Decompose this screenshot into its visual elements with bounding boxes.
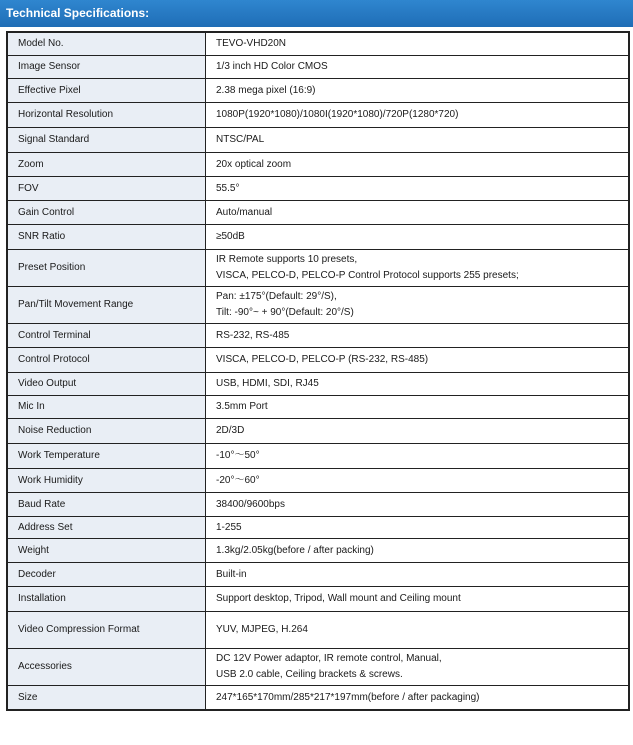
- spec-value: [206, 79, 629, 103]
- spec-value-line: 2D/3D: [216, 425, 245, 436]
- spec-label: Installation: [8, 587, 206, 612]
- spec-value-line: RS-232, RS-485: [216, 329, 290, 341]
- spec-value-line: USB, HDMI, SDI, RJ45: [216, 378, 319, 389]
- spec-value: [206, 250, 629, 287]
- spec-row: [8, 33, 629, 56]
- spec-row: [8, 373, 629, 396]
- spec-value-line: DC 12V Power adaptor, IR remote control, Manual,: [216, 653, 442, 664]
- spec-value-line: YUV, MJPEG, H.264: [216, 624, 308, 635]
- spec-value-line: Support desktop, Tripod, Wall mount and Ceiling mount: [216, 593, 461, 604]
- section-title: Technical Specifications:: [6, 6, 150, 20]
- spec-value-line: NTSC/PAL: [216, 134, 265, 145]
- spec-row: [8, 153, 629, 177]
- spec-value-line: 1-255: [216, 521, 242, 533]
- spec-value: [206, 225, 629, 250]
- spec-value: [206, 153, 629, 177]
- spec-label: Mic In: [8, 396, 206, 419]
- spec-table: [7, 32, 629, 710]
- spec-label: Baud Rate: [8, 493, 206, 517]
- spec-value: [206, 56, 629, 79]
- spec-label: Effective Pixel: [8, 79, 206, 103]
- spec-row: [8, 287, 629, 324]
- spec-label: Image Sensor: [8, 56, 206, 79]
- spec-row: [8, 539, 629, 563]
- spec-label: Control Terminal: [8, 324, 206, 348]
- spec-value-line: VISCA, PELCO-D, PELCO-P (RS-232, RS-485): [216, 354, 429, 365]
- spec-label: Preset Position: [8, 250, 206, 287]
- spec-value-line: 1.3kg/2.05kg(before / after packing): [216, 544, 374, 556]
- spec-row: [8, 444, 629, 469]
- spec-row: [8, 686, 629, 710]
- spec-value-line: Tilt: -90°~ + 90°(Default: 20°/S): [216, 307, 354, 318]
- spec-value-line: 247*165*170mm/285*217*197mm(before / after packaging): [216, 691, 480, 703]
- spec-value-line: 1080P(1920*1080)/1080I(1920*1080)/720P(1280*720): [216, 109, 459, 120]
- spec-value-line: USB 2.0 cable, Ceiling brackets & screws.: [216, 669, 403, 680]
- spec-label: Weight: [8, 539, 206, 563]
- spec-value: [206, 128, 629, 153]
- spec-label: Address Set: [8, 517, 206, 539]
- spec-value: [206, 587, 629, 612]
- spec-label: Work Humidity: [8, 469, 206, 493]
- spec-row: [8, 396, 629, 419]
- spec-label: Horizontal Resolution: [8, 103, 206, 128]
- spec-value: [206, 686, 629, 710]
- spec-row: [8, 128, 629, 153]
- spec-label: Work Temperature: [8, 444, 206, 469]
- spec-value: [206, 103, 629, 128]
- spec-label: Pan/Tilt Movement Range: [8, 287, 206, 324]
- spec-label: FOV: [8, 177, 206, 201]
- spec-row: [8, 177, 629, 201]
- spec-label: Decoder: [8, 563, 206, 587]
- spec-row: [8, 649, 629, 686]
- spec-value-line: Pan: ±175°(Default: 29°/S),: [216, 291, 337, 302]
- spec-row: [8, 201, 629, 225]
- spec-value: [206, 33, 629, 56]
- spec-label: Video Compression Format: [8, 612, 206, 649]
- spec-value: [206, 493, 629, 517]
- spec-table-container: [6, 31, 630, 711]
- spec-label: Control Protocol: [8, 348, 206, 373]
- spec-label: Video Output: [8, 373, 206, 396]
- spec-row: [8, 517, 629, 539]
- spec-value-line: -10°～50°: [216, 450, 260, 461]
- spec-value: [206, 177, 629, 201]
- spec-value-line: VISCA, PELCO-D, PELCO-P Control Protocol supports 255 presets;: [216, 270, 519, 281]
- spec-value-line: 1/3 inch HD Color CMOS: [216, 61, 328, 72]
- spec-row: [8, 348, 629, 373]
- spec-label: Accessories: [8, 649, 206, 686]
- spec-value: [206, 649, 629, 686]
- spec-value-line: TEVO-VHD20N: [216, 38, 287, 49]
- spec-label: Signal Standard: [8, 128, 206, 153]
- spec-row: [8, 324, 629, 348]
- spec-value-line: 3.5mm Port: [216, 401, 268, 412]
- spec-label: Noise Reduction: [8, 419, 206, 444]
- spec-label: Model No.: [8, 33, 206, 56]
- spec-row: [8, 79, 629, 103]
- spec-row: [8, 250, 629, 287]
- spec-value: [206, 396, 629, 419]
- spec-value-line: 20x optical zoom: [216, 158, 292, 170]
- spec-value: [206, 517, 629, 539]
- spec-value-line: 38400/9600bps: [216, 498, 285, 510]
- spec-value-line: Built-in: [216, 568, 247, 580]
- spec-value-line: Auto/manual: [216, 206, 273, 218]
- spec-label: Zoom: [8, 153, 206, 177]
- section-header: [0, 0, 633, 27]
- spec-row: [8, 563, 629, 587]
- spec-row: [8, 56, 629, 79]
- spec-value: [206, 539, 629, 563]
- spec-row: [8, 103, 629, 128]
- spec-label: Size: [8, 686, 206, 710]
- spec-row: [8, 612, 629, 649]
- spec-value: [206, 444, 629, 469]
- spec-value-line: ≥50dB: [216, 231, 245, 242]
- spec-row: [8, 469, 629, 493]
- spec-value: [206, 287, 629, 324]
- spec-value: [206, 201, 629, 225]
- spec-value: [206, 469, 629, 493]
- spec-value: [206, 563, 629, 587]
- spec-row: [8, 225, 629, 250]
- spec-value-line: 2.38 mega pixel (16:9): [216, 84, 316, 96]
- spec-value-line: IR Remote supports 10 presets,: [216, 254, 358, 265]
- spec-row: [8, 587, 629, 612]
- spec-row: [8, 419, 629, 444]
- spec-label: Gain Control: [8, 201, 206, 225]
- spec-value: [206, 324, 629, 348]
- spec-table-body: [8, 33, 629, 710]
- spec-label: SNR Ratio: [8, 225, 206, 250]
- spec-row: [8, 493, 629, 517]
- spec-value: [206, 612, 629, 649]
- spec-value: [206, 419, 629, 444]
- spec-value-line: 55.5°: [216, 182, 240, 194]
- spec-value: [206, 348, 629, 373]
- spec-value-line: -20°～60°: [216, 474, 260, 486]
- spec-value: [206, 373, 629, 396]
